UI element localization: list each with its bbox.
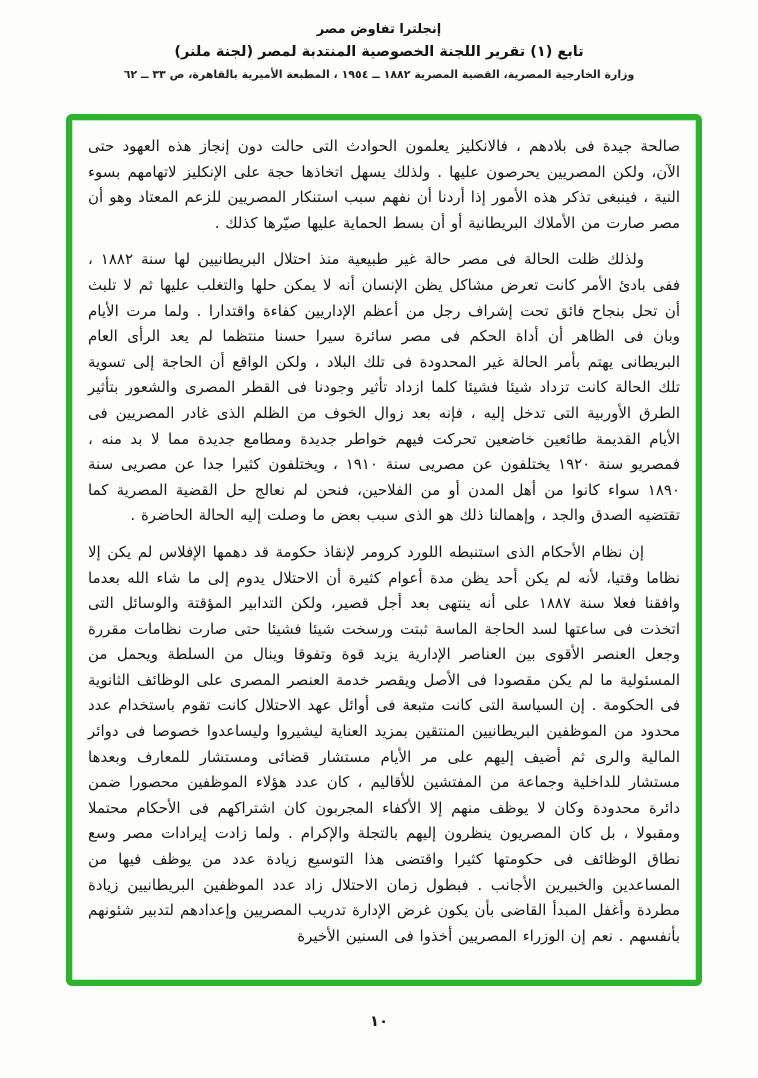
book-title: إنجلترا تفاوض مصر: [316, 22, 442, 37]
paragraph-2: ولذلك ظلت الحالة فى مصر حالة غير طبيعية منذ احتلال البريطانيين لها سنة ١٨٨٢ ، ففى بادئ الأمر كانت تعرض مشاكل يظن الإنسان أنه لا يمكن حلها والتغلب عليها ثم لا تلبث أن تحل بنجاح فائق تحت إشراف رجل من أعظم الإداريين كفاءة واقتدارا . ولما مرت الأيام وبان فى الظاهر أن أداة الحكم فى مصر سائرة سيرا حسنا منتظما لم يعد الرأى العام البريطانى يهتم بأمر الحالة غير المحدودة فى تلك البلاد ، ولكن الواقع أن الحاجة إلى تسوية تلك الحالة كانت تزداد شيئا فشيئا كلما ازداد تأثير وجودنا فى القطر المصرى والشعور بتأثير الطرق الأوربية التى تدخل إليه ، فإنه بعد زوال الخوف من الظلم الذى غادر المصريين فى الأيام القديمة طائعين خاضعين تحركت فيهم خواطر جديدة ومطامع جديدة مما لا بد منه ، فمصريو سنة ١٩٢٠ يختلفون عن مصريى سنة ١٩١٠ ، ويختلفون كثيرا جدا عن مصريى سنة ١٨٩٠ سواء كانوا من أهل المدن أو من الفلاحين، فنحن لم نعالج حل القضية المصرية كما تقتضيه الصدق والجد ، وإهمالنا ذلك هو الذى سبب بعض ما وصلت إليه الحالة الحاضرة .: [88, 250, 680, 525]
source-citation: وزارة الخارجية المصرية، القضية المصرية ١٨٨٢ ــ ١٩٥٤ ، المطبعة الأميرية بالقاهرة، ص ٣٣ ــ ٦٢: [123, 68, 635, 81]
paragraph-1: صالحة جيدة فى بلادهم ، فالانكليز يعلمون الحوادث التى حالت دون إنجاز هذه العهود حتى الآن، ولكن المصريين يحرصون عليها . ولذلك يسهل اتخاذها حجة على الإنكليز لاتهامهم بسوء النية ، فينبغى تذكر هذه الأمور إذا أردنا أن نفهم سبب استنكار المصريين للزعم المعتاد وهو أن مصر صارت من الأملاك البريطانية أو أن بسط الحماية عليها صيّرها كذلك .: [88, 137, 680, 232]
page-header: [0, 22, 758, 81]
page-number: ١٠: [369, 1012, 389, 1030]
body-text: [88, 134, 680, 949]
highlighted-text-frame: [66, 114, 702, 986]
page-footer: [0, 1011, 758, 1030]
paragraph-3: إن نظام الأحكام الذى استنبطه اللورد كرومر لإنقاذ حكومة قد دهمها الإفلاس لم يكن إلا نظاما وقتيا، لأنه لم يكن أحد يظن مدة أعوام كثيرة أن الاحتلال يدوم إلى ما شاء الله بعدما وافقنا فعلا سنة ١٨٨٧ على أنه ينتهى بعد أجل قصير، ولكن التدابير المؤقتة والوسائل التى اتخذت فى ساعتها لسد الحاجة الماسة ثبتت ورسخت شيئا فشيئا حتى صارت نظامات مقررة وجعل العنصر الأقوى بين العناصر الإدارية يزيد قوة وتفوقا وينال من السلطة ويحمل من المسئولية ما لم يكن مقصودا فى الأصل ويقصر خدمة العنصر المصرى على الوظائف الثانوية فى الحكومة . إن السياسة التى كانت متبعة فى أوائل عهد الاحتلال كانت تقوم باستخدام عدد محدود من الموظفين البريطانيين المنتقين بمزيد العناية ليشيروا وليساعدوا خصوصا فى دوائر المالية والرى ثم أضيف إليهم على مر الأيام مستشار قضائى ومستشار للمعارف وبعدها مستشار للداخلية وجماعة من المفتشين للأقاليم ، كان عدد هؤلاء الموظفين محصورا ضمن دائرة محدودة وكان لا يوظف منهم إلا الأكفاء المجربون كان اشتراكهم فى الأحكام محتملا ومقبولا ، بل كان المصريون ينظرون إليهم بالتجلة والإكرام . ولما زادت إيرادات مصر وسع نطاق الوظائف فى حكومتها كثيرا واقتضى هذا التوسيع زيادة عدد من يوظف فيها من المساعدين والخبيرين الأجانب . فبطول زمان الاحتلال زاد عدد الموظفين البريطانيين زيادة مطردة وأغفل المبدأ القاضى بأن يكون غرض الإدارة تدريب المصريين وإعدادهم لتدبير شئونهم بأنفسهم . نعم إن الوزراء المصريين أخذوا فى السنين الأخيرة: [88, 542, 680, 945]
chapter-title: تابع (١) تقرير اللجنة الخصوصية المنتدبة لمصر (لجنة ملنر): [174, 44, 584, 60]
